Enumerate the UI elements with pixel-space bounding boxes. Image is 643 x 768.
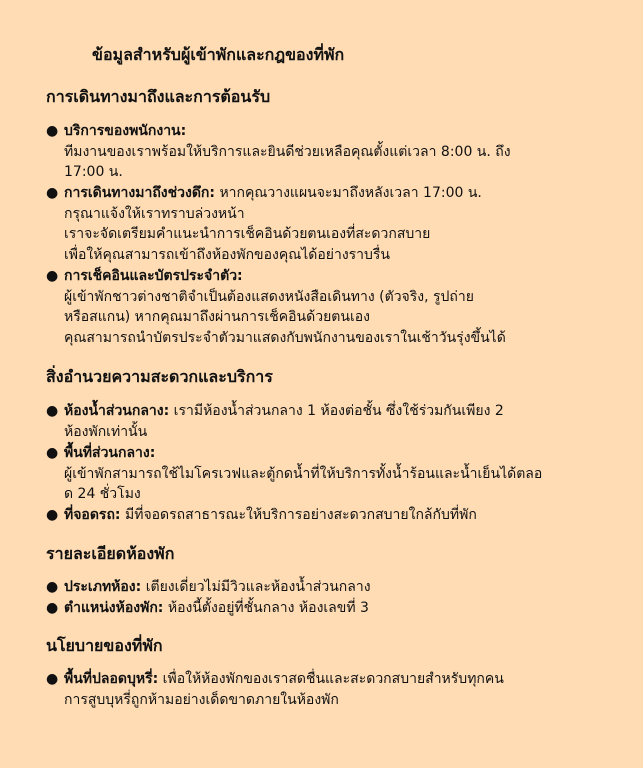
list-item-common-area bbox=[46, 443, 586, 505]
bullet-icon: ● bbox=[46, 579, 59, 595]
item-label: ห้องน้ำส่วนกลาง: bbox=[64, 403, 170, 419]
item-text-line: เพื่อให้คุณสามารถเข้าถึงห้องพักของคุณได้อย่างราบรื่น bbox=[64, 246, 391, 263]
item-text-line: ด 24 ชั่วโมง bbox=[64, 486, 141, 502]
section-heading-facilities: สิ่งอำนวยความสะดวกและบริการ bbox=[46, 367, 273, 386]
bullet-icon: ● bbox=[46, 403, 59, 419]
list-item-staff-service bbox=[46, 121, 586, 183]
bullet-icon: ● bbox=[46, 600, 59, 616]
list-item-room-type bbox=[46, 577, 586, 598]
item-label: ตำแหน่งห้องพัก: bbox=[64, 600, 164, 616]
bullet-icon: ● bbox=[46, 507, 59, 523]
item-label: บริการของพนักงาน: bbox=[64, 123, 187, 139]
item-label: ที่จอดรถ: bbox=[64, 507, 121, 523]
item-text-line: กรุณาแจ้งให้เราทราบล่วงหน้า bbox=[64, 205, 245, 222]
bullet-icon: ● bbox=[46, 445, 59, 461]
item-inline-text: เพื่อให้ห้องพักของเราสดชื่นและสะดวกสบายสำหรับทุกคน bbox=[158, 671, 504, 687]
bullet-icon: ● bbox=[46, 671, 59, 687]
list-item-shared-bathroom bbox=[46, 401, 586, 442]
list-item-non-smoking bbox=[46, 669, 586, 710]
item-text-line: ทีมงานของเราพร้อมให้บริการและยินดีช่วยเหลือคุณตั้งแต่เวลา 8:00 น. ถึง bbox=[64, 143, 511, 160]
item-text-line: ผู้เข้าพักสามารถใช้ไมโครเวฟและตู้กดน้ำที่ให้บริการทั้งน้ำร้อนและน้ำเย็นได้ตลอ bbox=[64, 465, 543, 482]
bullet-icon: ● bbox=[46, 185, 59, 201]
section-heading-room-details: รายละเอียดห้องพัก bbox=[46, 544, 175, 563]
item-label: พื้นที่ปลอดบุหรี่: bbox=[64, 671, 159, 687]
bullet-icon: ● bbox=[46, 268, 59, 284]
item-label: การเช็คอินและบัตรประจำตัว: bbox=[64, 268, 243, 284]
item-inline-text: เรามีห้องน้ำส่วนกลาง 1 ห้องต่อชั้น ซึ่งใช้ร่วมกันเพียง 2 bbox=[169, 403, 504, 419]
item-text-line: การสูบบุหรี่ถูกห้ามอย่างเด็ดขาดภายในห้องพัก bbox=[64, 691, 339, 708]
list-item-parking bbox=[46, 505, 586, 526]
item-label: การเดินทางมาถึงช่วงดึก: bbox=[64, 185, 215, 201]
item-text-line: ผู้เข้าพักชาวต่างชาติจำเป็นต้องแสดงหนังสือเดินทาง (ตัวจริง, รูปถ่าย bbox=[64, 288, 474, 305]
item-text-line: 17:00 น. bbox=[64, 164, 123, 180]
list-item-checkin-id bbox=[46, 266, 586, 348]
item-text-line: เราจะจัดเตรียมคำแนะนำการเช็คอินด้วยตนเองที่สะดวกสบาย bbox=[64, 226, 431, 242]
list-item-room-location bbox=[46, 598, 586, 619]
item-text-line: ห้องพักเท่านั้น bbox=[64, 423, 148, 440]
section-heading-policies: นโยบายของที่พัก bbox=[46, 636, 163, 655]
item-inline-text: เตียงเดี่ยวไม่มีวิวและห้องน้ำส่วนกลาง bbox=[141, 579, 371, 595]
item-text-line: คุณสามารถนำบัตรประจำตัวมาแสดงกับพนักงานของเราในเช้าวันรุ่งขึ้นได้ bbox=[64, 329, 506, 346]
item-label: พื้นที่ส่วนกลาง: bbox=[64, 445, 156, 461]
item-inline-text: มีที่จอดรถสาธารณะให้บริการอย่างสะดวกสบายใกล้กับที่พัก bbox=[120, 507, 477, 523]
item-inline-text: หากคุณวางแผนจะมาถึงหลังเวลา 17:00 น. bbox=[215, 185, 482, 201]
item-text-line: หรือสแกน) หากคุณมาถึงผ่านการเช็คอินด้วยตนเอง bbox=[64, 309, 370, 325]
item-label: ประเภทห้อง: bbox=[64, 579, 142, 595]
list-item-late-arrival bbox=[46, 183, 586, 265]
bullet-icon: ● bbox=[46, 123, 59, 139]
item-inline-text: ห้องนี้ตั้งอยู่ที่ชั้นกลาง ห้องเลขที่ 3 bbox=[163, 600, 369, 616]
document-title: ข้อมูลสำหรับผู้เข้าพักและกฎของที่พัก bbox=[92, 45, 345, 64]
section-heading-arrival: การเดินทางมาถึงและการต้อนรับ bbox=[46, 87, 271, 106]
